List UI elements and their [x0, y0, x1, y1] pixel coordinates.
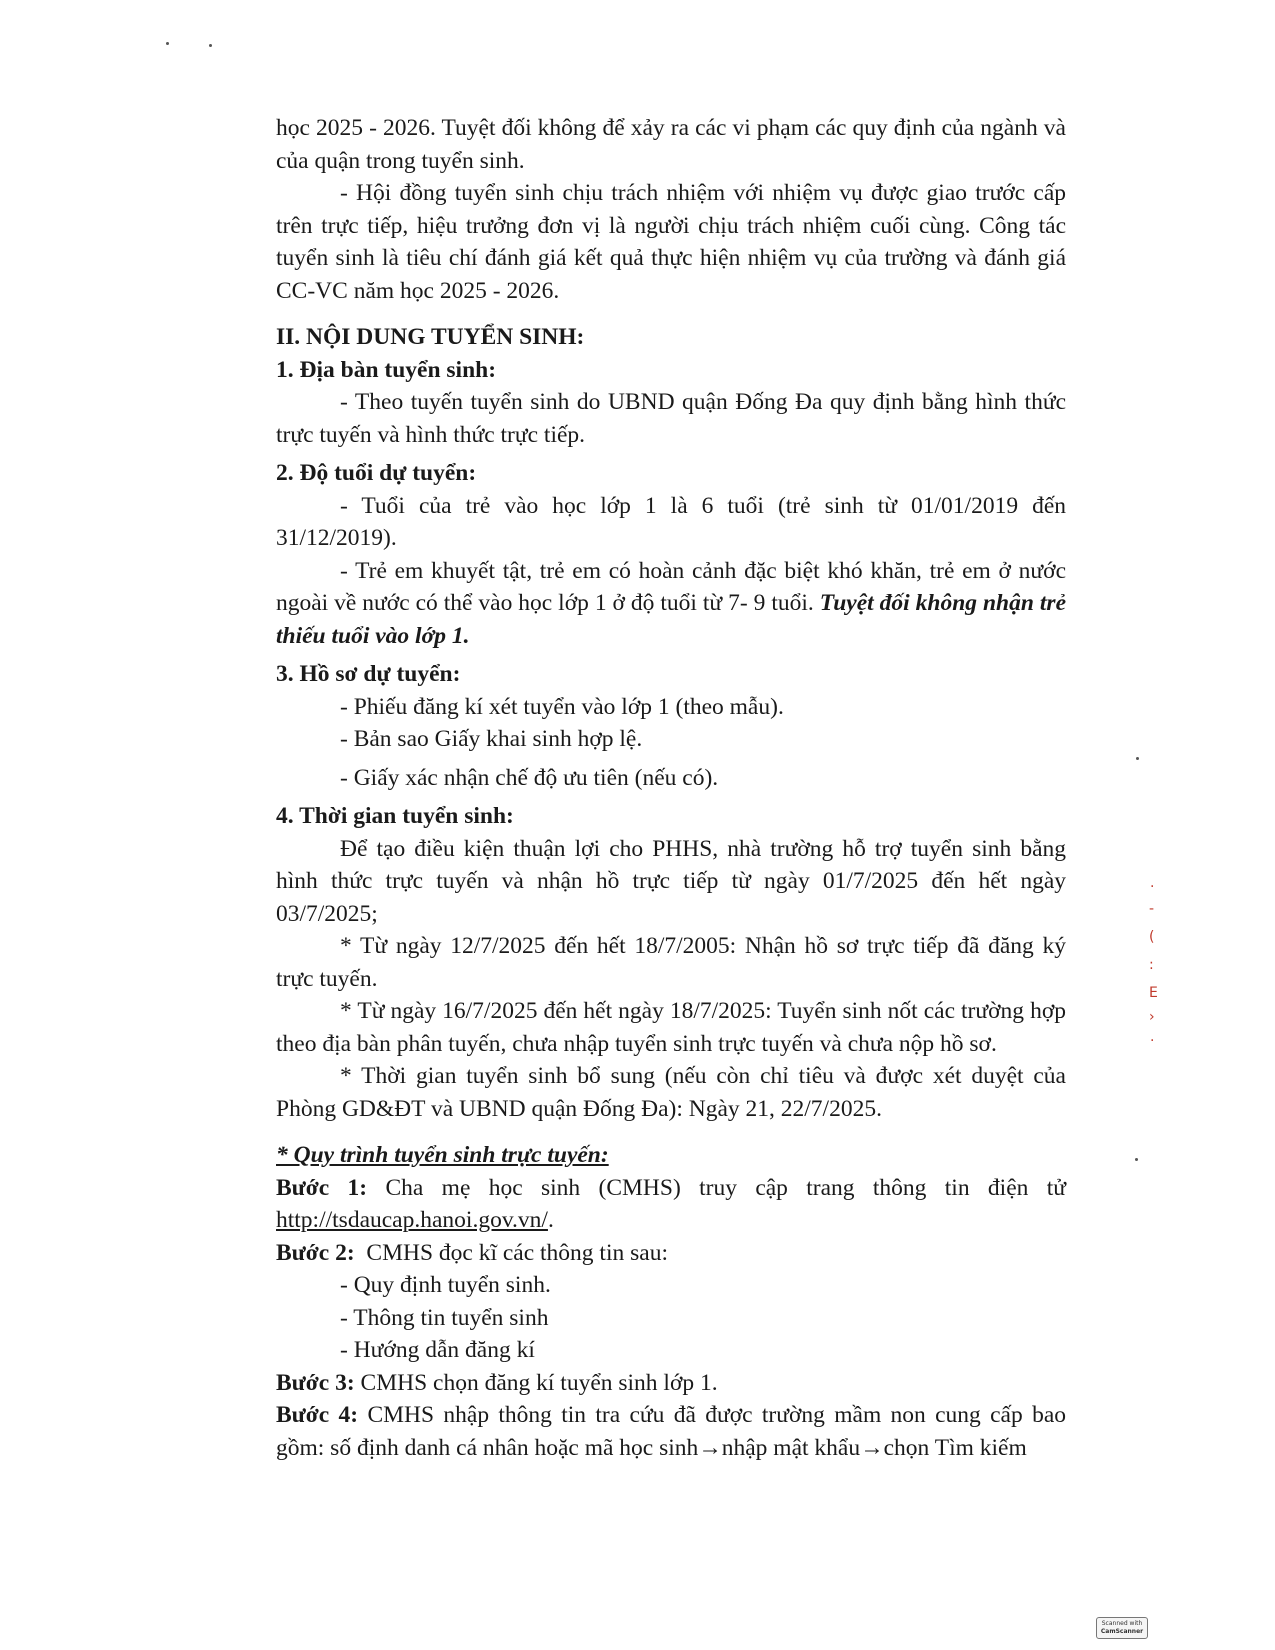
- paragraph-age-exception: [276, 555, 1066, 653]
- badge-line: CamScanner: [1100, 1628, 1144, 1635]
- procedure-title: * Quy trình tuyển sinh trực tuyến:: [276, 1142, 609, 1168]
- scan-speck: [1136, 757, 1139, 760]
- badge-line: Scanned with: [1101, 1620, 1143, 1627]
- scan-speck: [1135, 1158, 1138, 1161]
- procedure-step-4: [276, 1399, 1066, 1464]
- margin-mark: -: [1149, 901, 1155, 917]
- step-end: .: [547, 1207, 554, 1233]
- margin-mark: ·: [1150, 1033, 1155, 1049]
- list-item: - Bản sao Giấy khai sinh hợp lệ.: [340, 726, 643, 752]
- margin-mark: E: [1149, 985, 1158, 1001]
- document-page: [276, 112, 1066, 1464]
- list-item: - Hướng dẫn đăng kí: [340, 1337, 535, 1363]
- subsection-title-age: 2. Độ tuổi dự tuyển:: [276, 460, 477, 486]
- step-label: Bước 4:: [276, 1402, 359, 1428]
- list-item: - Giấy xác nhận chế độ ưu tiên (nếu có).: [340, 764, 719, 791]
- step-text: Cha mẹ học sinh (CMHS) truy cập trang thông tin điện tử: [367, 1174, 1066, 1201]
- paragraph-continued: học 2025 - 2026. Tuyệt đối không để xảy ra các vi phạm các quy định của ngành và của quận trong tuyển sinh.: [276, 115, 1066, 174]
- subsection-title-documents: 3. Hồ sơ dự tuyển:: [276, 661, 461, 687]
- procedure-step-1: [276, 1172, 1066, 1237]
- procedure-step-3: [276, 1367, 1066, 1400]
- margin-mark: (: [1149, 929, 1155, 945]
- paragraph-time: Để tạo điều kiện thuận lợi cho PHHS, nhà trường hỗ trợ tuyển sinh bằng hình thức trực tuyến và nhận hồ trực tiếp từ ngày 01/7/2025 đến hết ngày 03/7/2025;: [276, 835, 1066, 927]
- age-exception-emphasis: Tuyệt đối không nhận trẻ thiếu tuổi vào lớp 1.: [276, 590, 1066, 649]
- step-text: CMHS đọc kĩ các thông tin sau:: [354, 1239, 668, 1266]
- paragraph-time-remaining: * Từ ngày 16/7/2025 đến hết ngày 18/7/2025: Tuyển sinh nốt các trường hợp theo địa bàn phân tuyến, chưa nhập tuyển sinh trực tuyến và chưa nộp hồ sơ.: [276, 998, 1066, 1057]
- section-title: II. NỘI DUNG TUYỂN SINH:: [276, 324, 585, 350]
- list-item: - Thông tin tuyển sinh: [340, 1304, 549, 1331]
- list-item: - Quy định tuyển sinh.: [340, 1272, 551, 1298]
- paragraph-time-direct: * Từ ngày 12/7/2025 đến hết 18/7/2005: Nhận hồ sơ trực tiếp đã đăng ký trực tuyến.: [276, 933, 1066, 992]
- margin-mark: :: [1149, 957, 1154, 973]
- subsection-title-time: 4. Thời gian tuyển sinh:: [276, 803, 514, 829]
- paragraph-time-additional: * Thời gian tuyển sinh bổ sung (nếu còn chỉ tiêu và được xét duyệt của Phòng GD&ĐT và UBND quận Đống Đa): Ngày 21, 22/7/2025.: [276, 1063, 1066, 1122]
- subsection-title-area: 1. Địa bàn tuyển sinh:: [276, 356, 497, 383]
- step-text: CMHS chọn đăng kí tuyển sinh lớp 1.: [354, 1369, 718, 1396]
- step-label: Bước 3:: [276, 1369, 355, 1396]
- list-item: - Phiếu đăng kí xét tuyển vào lớp 1 (theo mẫu).: [340, 693, 784, 720]
- step-text: CMHS nhập thông tin tra cứu đã được trường mầm non cung cấp bao gồm: số định danh cá nhân hoặc mã học sinh→nhập mật khẩu→chọn Tìm kiếm: [276, 1402, 1066, 1461]
- paragraph-age: - Tuổi của trẻ vào học lớp 1 là 6 tuổi (trẻ sinh từ 01/01/2019 đến 31/12/2019).: [276, 492, 1066, 551]
- scan-speck: [209, 44, 212, 47]
- margin-mark: ·: [1150, 879, 1155, 895]
- camscanner-badge: [1096, 1617, 1148, 1639]
- portal-link[interactable]: http://tsdaucap.hanoi.gov.vn/: [276, 1207, 548, 1233]
- paragraph-council: - Hội đồng tuyển sinh chịu trách nhiệm với nhiệm vụ được giao trước cấp trên trực tiếp, hiệu trưởng đơn vị là người chịu trách nhiệm cuối cùng. Công tác tuyển sinh là tiêu chí đánh giá kết quả thực hiện nhiệm vụ của trường và đánh giá CC-VC năm học 2025 - 2026.: [276, 180, 1066, 304]
- scan-speck: [166, 42, 169, 45]
- age-exception-text: - Trẻ em khuyết tật, trẻ em có hoàn cảnh đặc biệt khó khăn, trẻ em ở nước ngoài về nước có thể vào học lớp 1 ở độ tuổi từ 7- 9 tuổi.: [276, 557, 1066, 616]
- procedure-step-2: [276, 1237, 1066, 1270]
- paragraph-area: - Theo tuyến tuyển sinh do UBND quận Đống Đa quy định bằng hình thức trực tuyến và hình thức trực tiếp.: [276, 389, 1066, 448]
- step-label: Bước 1:: [276, 1174, 368, 1201]
- step-label: Bước 2:: [276, 1239, 355, 1266]
- margin-mark: ›: [1149, 1009, 1155, 1025]
